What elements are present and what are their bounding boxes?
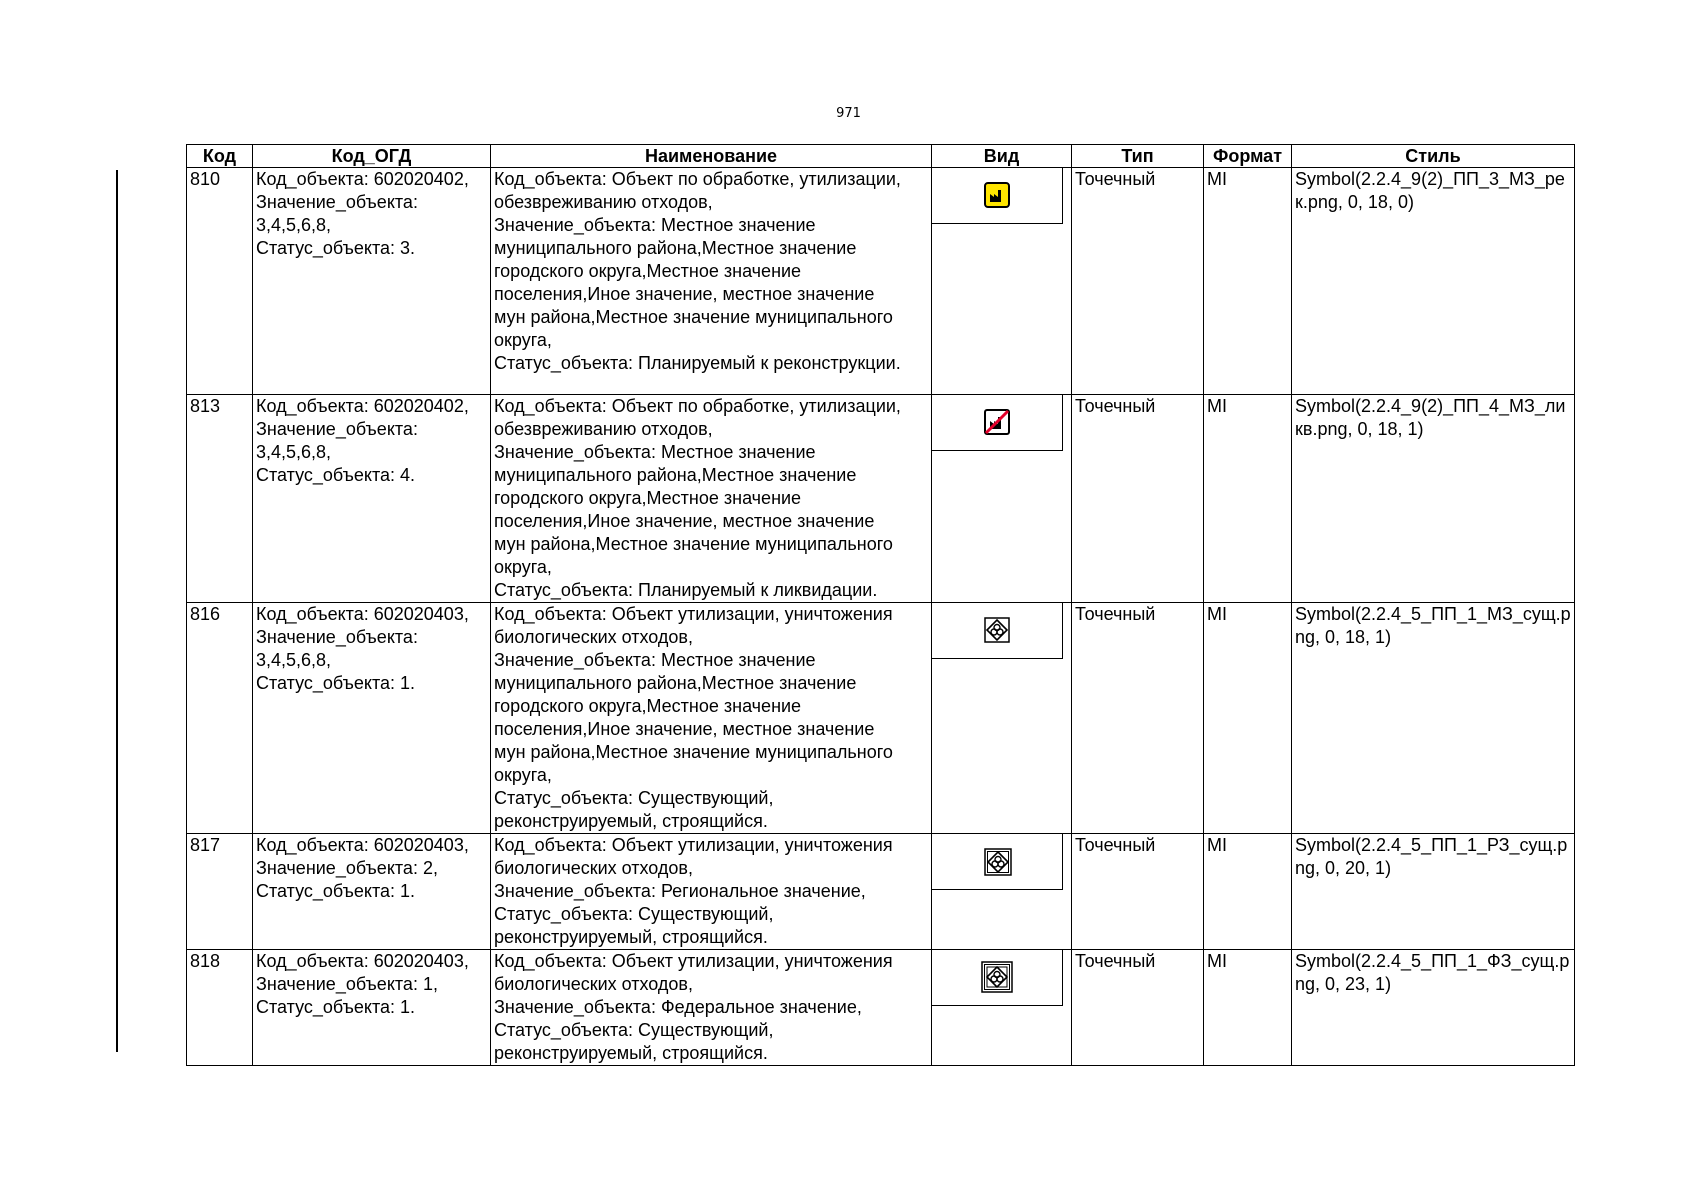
- cell-name: Код_объекта: Объект утилизации, уничтожения биологических отходов, Значение_объекта: Федеральное значение, Статус_объекта: Существующий, реконструируемый, строящийся.: [491, 950, 932, 1066]
- icon-frame: [932, 834, 1063, 890]
- page-number: 971: [836, 106, 861, 121]
- table-row: [187, 834, 1575, 950]
- biohazard-local-icon: [983, 616, 1011, 644]
- header-view: Вид: [932, 145, 1072, 168]
- header-name: Наименование: [491, 145, 932, 168]
- cell-style: Symbol(2.2.4_5_ПП_1_РЗ_сущ.png, 0, 20, 1): [1292, 834, 1575, 950]
- cell-name: Код_объекта: Объект утилизации, уничтожения биологических отходов, Значение_объекта: Местное значение муниципального района,Местное значение городского округа,Местное значение поселения,Иное значение, местное значение мун района,Местное значение муниципального округа, Статус_объекта: Существующий, реконструируемый, строящийся.: [491, 603, 932, 834]
- cell-format: MI: [1204, 168, 1292, 395]
- cell-style: Symbol(2.2.4_9(2)_ПП_3_МЗ_рек.png, 0, 18, 0): [1292, 168, 1575, 395]
- table-row: [187, 603, 1575, 834]
- cell-type: Точечный: [1072, 603, 1204, 834]
- cell-code: 817: [187, 834, 253, 950]
- symbol-registry-table: [186, 144, 1575, 1066]
- cell-type: Точечный: [1072, 168, 1204, 395]
- cell-view: [932, 834, 1072, 950]
- cell-type: Точечный: [1072, 834, 1204, 950]
- cell-view: [932, 603, 1072, 834]
- cell-view: [932, 168, 1072, 395]
- icon-frame: [932, 950, 1063, 1006]
- cell-style: Symbol(2.2.4_9(2)_ПП_4_МЗ_ликв.png, 0, 18, 1): [1292, 395, 1575, 603]
- table-header-row: [187, 145, 1575, 168]
- biohazard-federal-icon: [980, 960, 1014, 994]
- cell-format: MI: [1204, 395, 1292, 603]
- header-code: Код: [187, 145, 253, 168]
- cell-name: Код_объекта: Объект по обработке, утилизации, обезвреживанию отходов, Значение_объекта: Местное значение муниципального района,Местное значение городского округа,Местное значение поселения,Иное значение, местное значение мун района,Местное значение муниципального округа, Статус_объекта: Планируемый к реконструкции.: [491, 168, 932, 395]
- header-type: Тип: [1072, 145, 1204, 168]
- cell-style: Symbol(2.2.4_5_ПП_1_ФЗ_сущ.png, 0, 23, 1): [1292, 950, 1575, 1066]
- cell-code: 818: [187, 950, 253, 1066]
- cell-format: MI: [1204, 834, 1292, 950]
- table-row: [187, 168, 1575, 395]
- cell-name: Код_объекта: Объект по обработке, утилизации, обезвреживанию отходов, Значение_объекта: Местное значение муниципального района,Местное значение городского округа,Местное значение поселения,Иное значение, местное значение мун района,Местное значение муниципального округа, Статус_объекта: Планируемый к ликвидации.: [491, 395, 932, 603]
- margin-line: [116, 170, 118, 1052]
- header-style: Стиль: [1292, 145, 1575, 168]
- cell-style: Symbol(2.2.4_5_ПП_1_МЗ_сущ.png, 0, 18, 1): [1292, 603, 1575, 834]
- header-format: Формат: [1204, 145, 1292, 168]
- cell-code: 810: [187, 168, 253, 395]
- cell-format: MI: [1204, 950, 1292, 1066]
- waste-processing-liquidation-icon: [983, 408, 1011, 436]
- cell-view: [932, 950, 1072, 1066]
- cell-code-ogd: Код_объекта: 602020403, Значение_объекта: 3,4,5,6,8, Статус_объекта: 1.: [253, 603, 491, 834]
- cell-view: [932, 395, 1072, 603]
- icon-frame: [932, 603, 1063, 659]
- table-row: [187, 950, 1575, 1066]
- waste-processing-reconstruction-icon: [983, 181, 1011, 209]
- table-row: [187, 395, 1575, 603]
- cell-name: Код_объекта: Объект утилизации, уничтожения биологических отходов, Значение_объекта: Региональное значение, Статус_объекта: Существующий, реконструируемый, строящийся.: [491, 834, 932, 950]
- cell-type: Точечный: [1072, 395, 1204, 603]
- cell-code-ogd: Код_объекта: 602020403, Значение_объекта: 1, Статус_объекта: 1.: [253, 950, 491, 1066]
- cell-type: Точечный: [1072, 950, 1204, 1066]
- cell-code: 813: [187, 395, 253, 603]
- cell-code-ogd: Код_объекта: 602020402, Значение_объекта: 3,4,5,6,8, Статус_объекта: 3.: [253, 168, 491, 395]
- cell-format: MI: [1204, 603, 1292, 834]
- icon-frame: [932, 395, 1063, 451]
- icon-frame: [932, 168, 1063, 224]
- cell-code: 816: [187, 603, 253, 834]
- header-code-ogd: Код_ОГД: [253, 145, 491, 168]
- cell-code-ogd: Код_объекта: 602020402, Значение_объекта: 3,4,5,6,8, Статус_объекта: 4.: [253, 395, 491, 603]
- cell-code-ogd: Код_объекта: 602020403, Значение_объекта: 2, Статус_объекта: 1.: [253, 834, 491, 950]
- biohazard-regional-icon: [983, 847, 1013, 877]
